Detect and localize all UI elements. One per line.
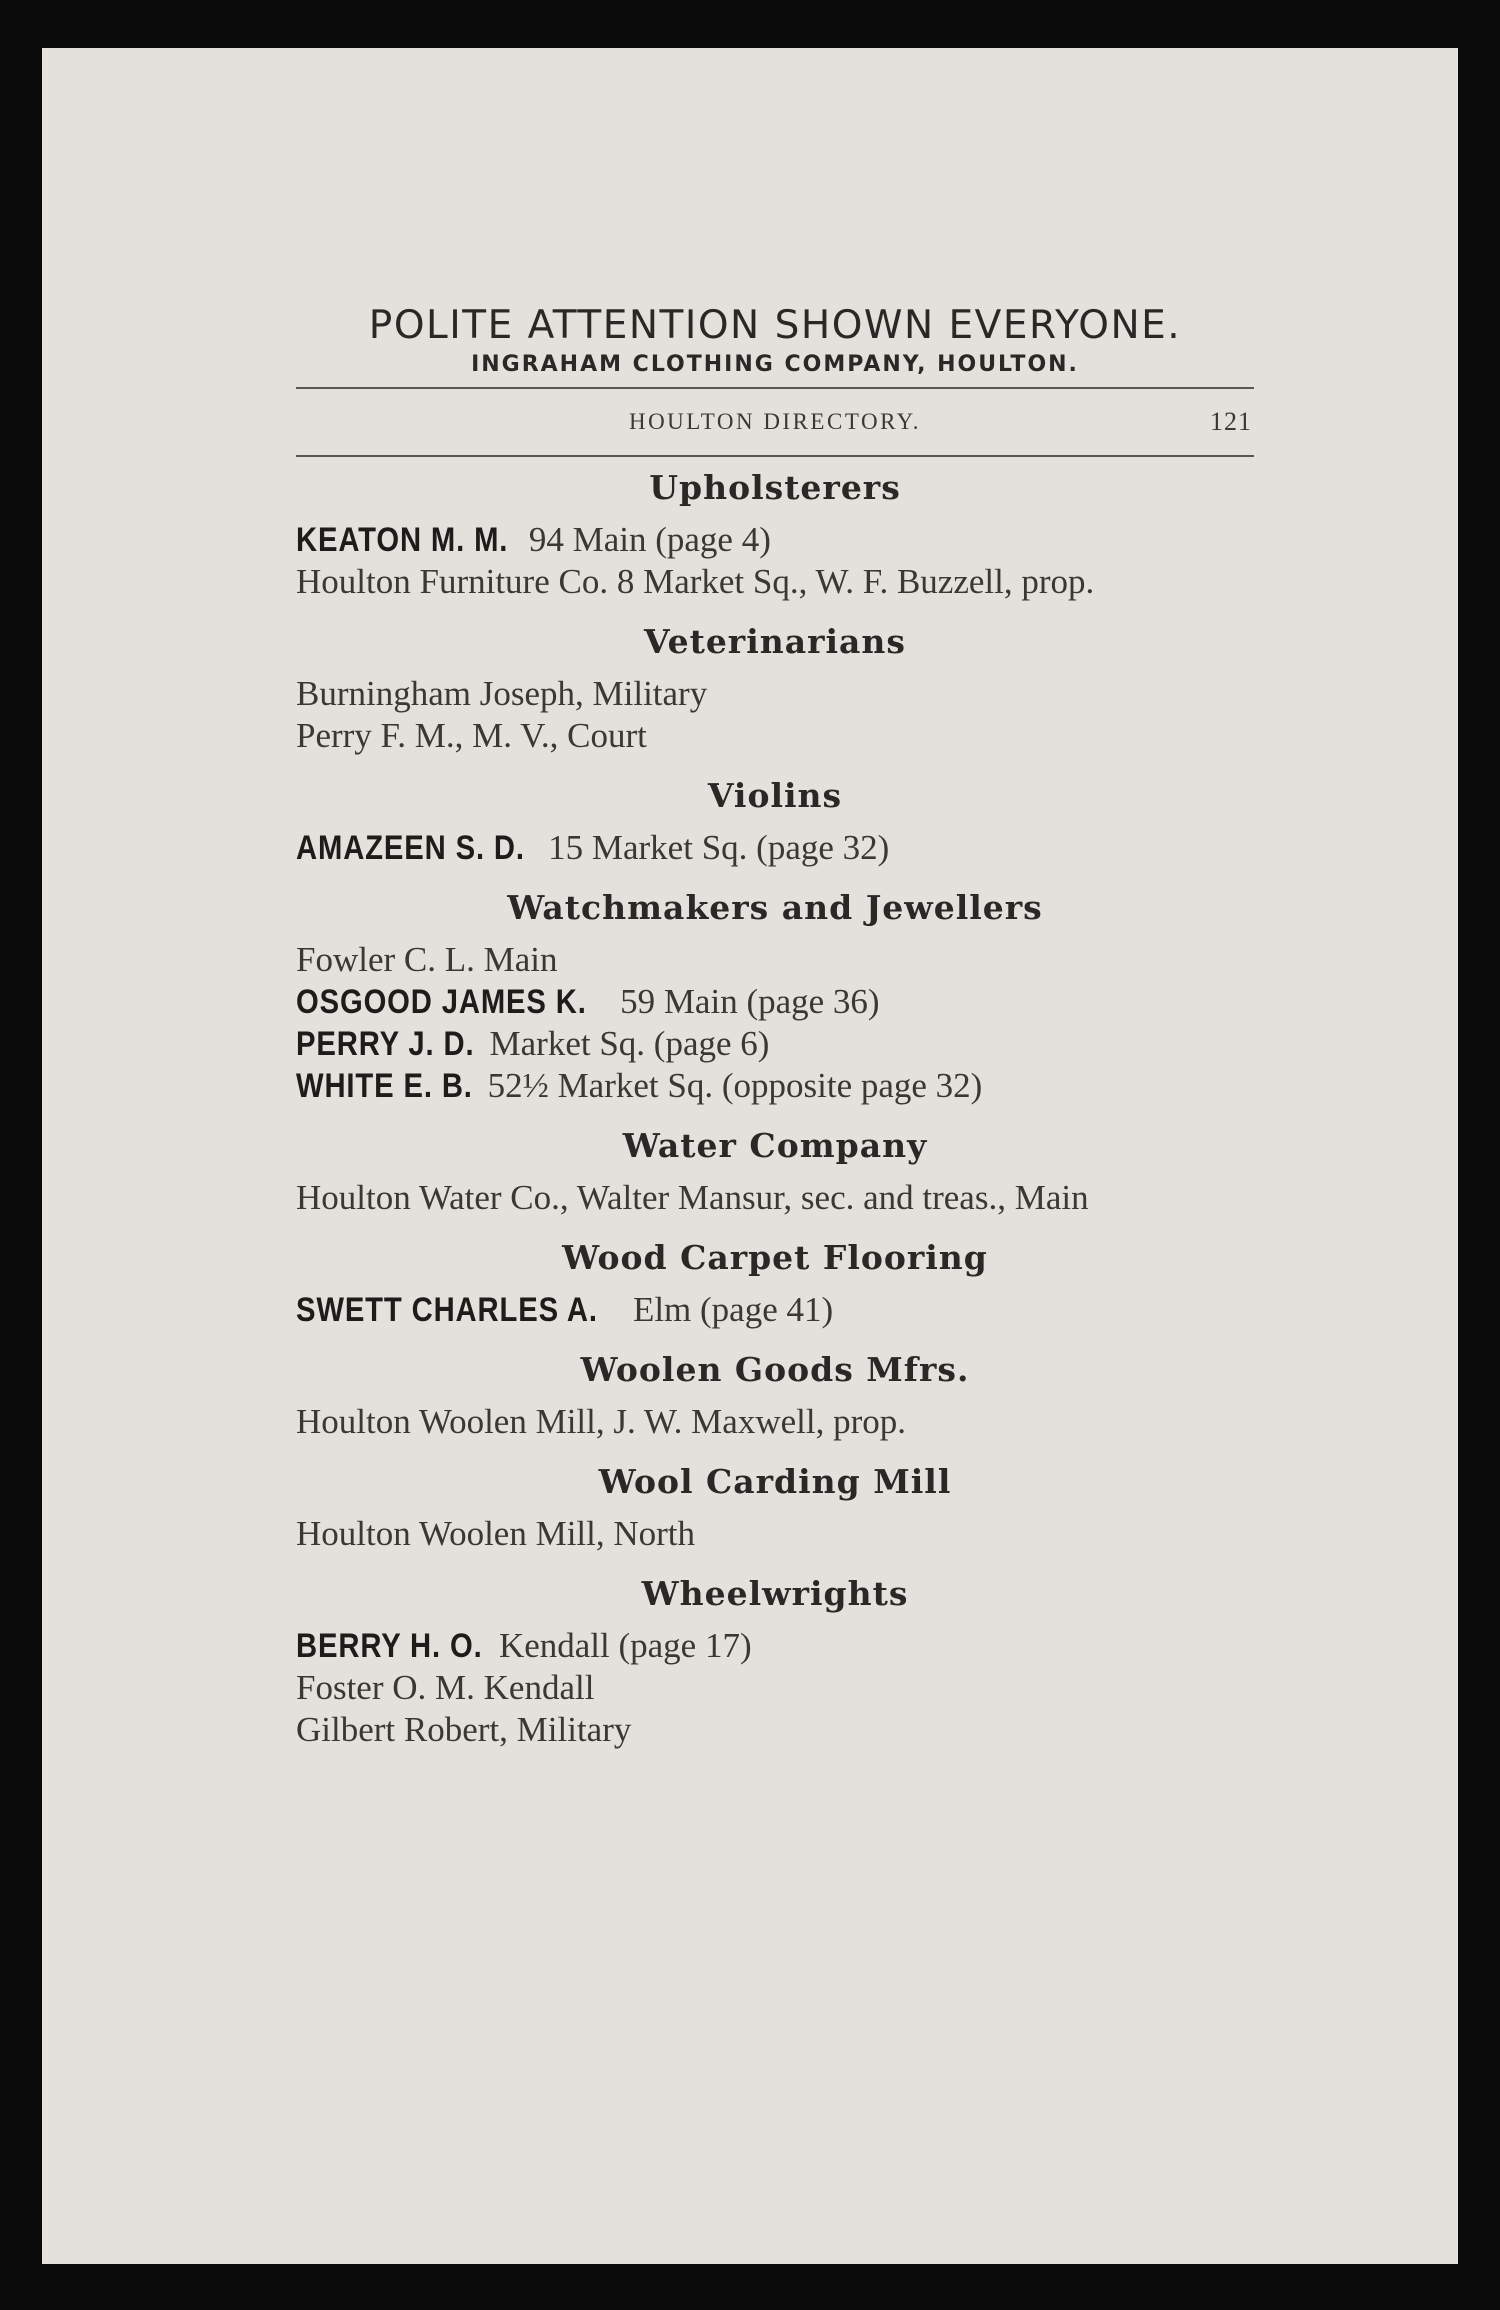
entry-text: Burningham Joseph, Military	[296, 674, 708, 713]
directory-section	[296, 617, 1254, 757]
directory-entry	[296, 1667, 1254, 1709]
section-heading: Wool Carding Mill	[598, 1462, 952, 1501]
directory-entry	[296, 1625, 1254, 1667]
section-heading: Violins	[707, 776, 843, 815]
entry-text: 94 Main (page 4)	[528, 520, 771, 559]
entry-name: WHITE E. B.	[296, 1067, 473, 1105]
section-heading: Watchmakers and Jewellers	[507, 888, 1043, 927]
running-head-title: HOULTON DIRECTORY.	[628, 409, 922, 434]
directory-entry	[296, 715, 1254, 757]
page-number: 121	[1210, 407, 1252, 436]
directory-sections	[296, 463, 1254, 1751]
entry-text: Houlton Woolen Mill, J. W. Maxwell, prop.	[296, 1402, 907, 1441]
entry-text: 59 Main (page 36)	[620, 982, 880, 1021]
advertisement-slogan: POLITE ATTENTION SHOWN EVERYONE.	[368, 303, 1182, 348]
section-heading: Veterinarians	[644, 622, 906, 661]
entry-text: Houlton Furniture Co. 8 Market Sq., W. F. Buzzell, prop.	[296, 562, 1095, 601]
entry-text: Foster O. M. Kendall	[296, 1668, 595, 1707]
section-heading: Woolen Goods Mfrs.	[580, 1350, 970, 1389]
entry-text: Market Sq. (page 6)	[489, 1024, 770, 1063]
directory-entry	[296, 1289, 1254, 1331]
directory-entry	[296, 1065, 1254, 1107]
directory-entry	[296, 981, 1254, 1023]
section-heading: Wood Carpet Flooring	[562, 1238, 988, 1277]
entry-text: 52½ Market Sq. (opposite page 32)	[487, 1066, 983, 1105]
running-head	[296, 389, 1254, 455]
entry-text: Elm (page 41)	[632, 1290, 834, 1329]
entry-text: Kendall (page 17)	[498, 1626, 752, 1665]
directory-section	[296, 771, 1254, 869]
entry-name: PERRY J. D.	[296, 1025, 475, 1063]
entry-text: Houlton Woolen Mill, North	[296, 1514, 696, 1553]
entry-name: OSGOOD JAMES K.	[296, 983, 587, 1021]
page-content	[296, 303, 1254, 1751]
section-heading: Wheelwrights	[641, 1574, 909, 1613]
entry-text: 15 Market Sq. (page 32)	[548, 828, 890, 867]
directory-section	[296, 883, 1254, 1107]
directory-entry	[296, 561, 1254, 603]
advertisement-company: INGRAHAM CLOTHING COMPANY, HOULTON.	[471, 352, 1079, 377]
directory-entry	[296, 827, 1254, 869]
directory-section	[296, 1569, 1254, 1751]
directory-entry	[296, 1401, 1254, 1443]
directory-entry	[296, 1709, 1254, 1751]
advertisement-banner	[296, 303, 1254, 381]
directory-entry	[296, 1023, 1254, 1065]
directory-section	[296, 1121, 1254, 1219]
header-rule	[296, 455, 1254, 457]
directory-section	[296, 1457, 1254, 1555]
directory-section	[296, 1233, 1254, 1331]
entry-name: SWETT CHARLES A.	[296, 1291, 598, 1329]
entry-text: Gilbert Robert, Military	[296, 1710, 632, 1749]
entry-text: Fowler C. L. Main	[296, 940, 558, 979]
directory-entry	[296, 1177, 1254, 1219]
directory-section	[296, 463, 1254, 603]
entry-text: Houlton Water Co., Walter Mansur, sec. and treas., Main	[296, 1178, 1089, 1217]
directory-entry	[296, 519, 1254, 561]
directory-entry	[296, 673, 1254, 715]
entry-text: Perry F. M., M. V., Court	[296, 716, 647, 755]
directory-entry	[296, 1513, 1254, 1555]
directory-entry	[296, 939, 1254, 981]
entry-name: KEATON M. M.	[296, 521, 509, 559]
section-heading: Upholsterers	[649, 468, 901, 507]
entry-name: BERRY H. O.	[296, 1627, 483, 1665]
directory-section	[296, 1345, 1254, 1443]
entry-name: AMAZEEN S. D.	[296, 829, 525, 867]
section-heading: Water Company	[622, 1126, 928, 1165]
directory-page	[42, 48, 1458, 2264]
